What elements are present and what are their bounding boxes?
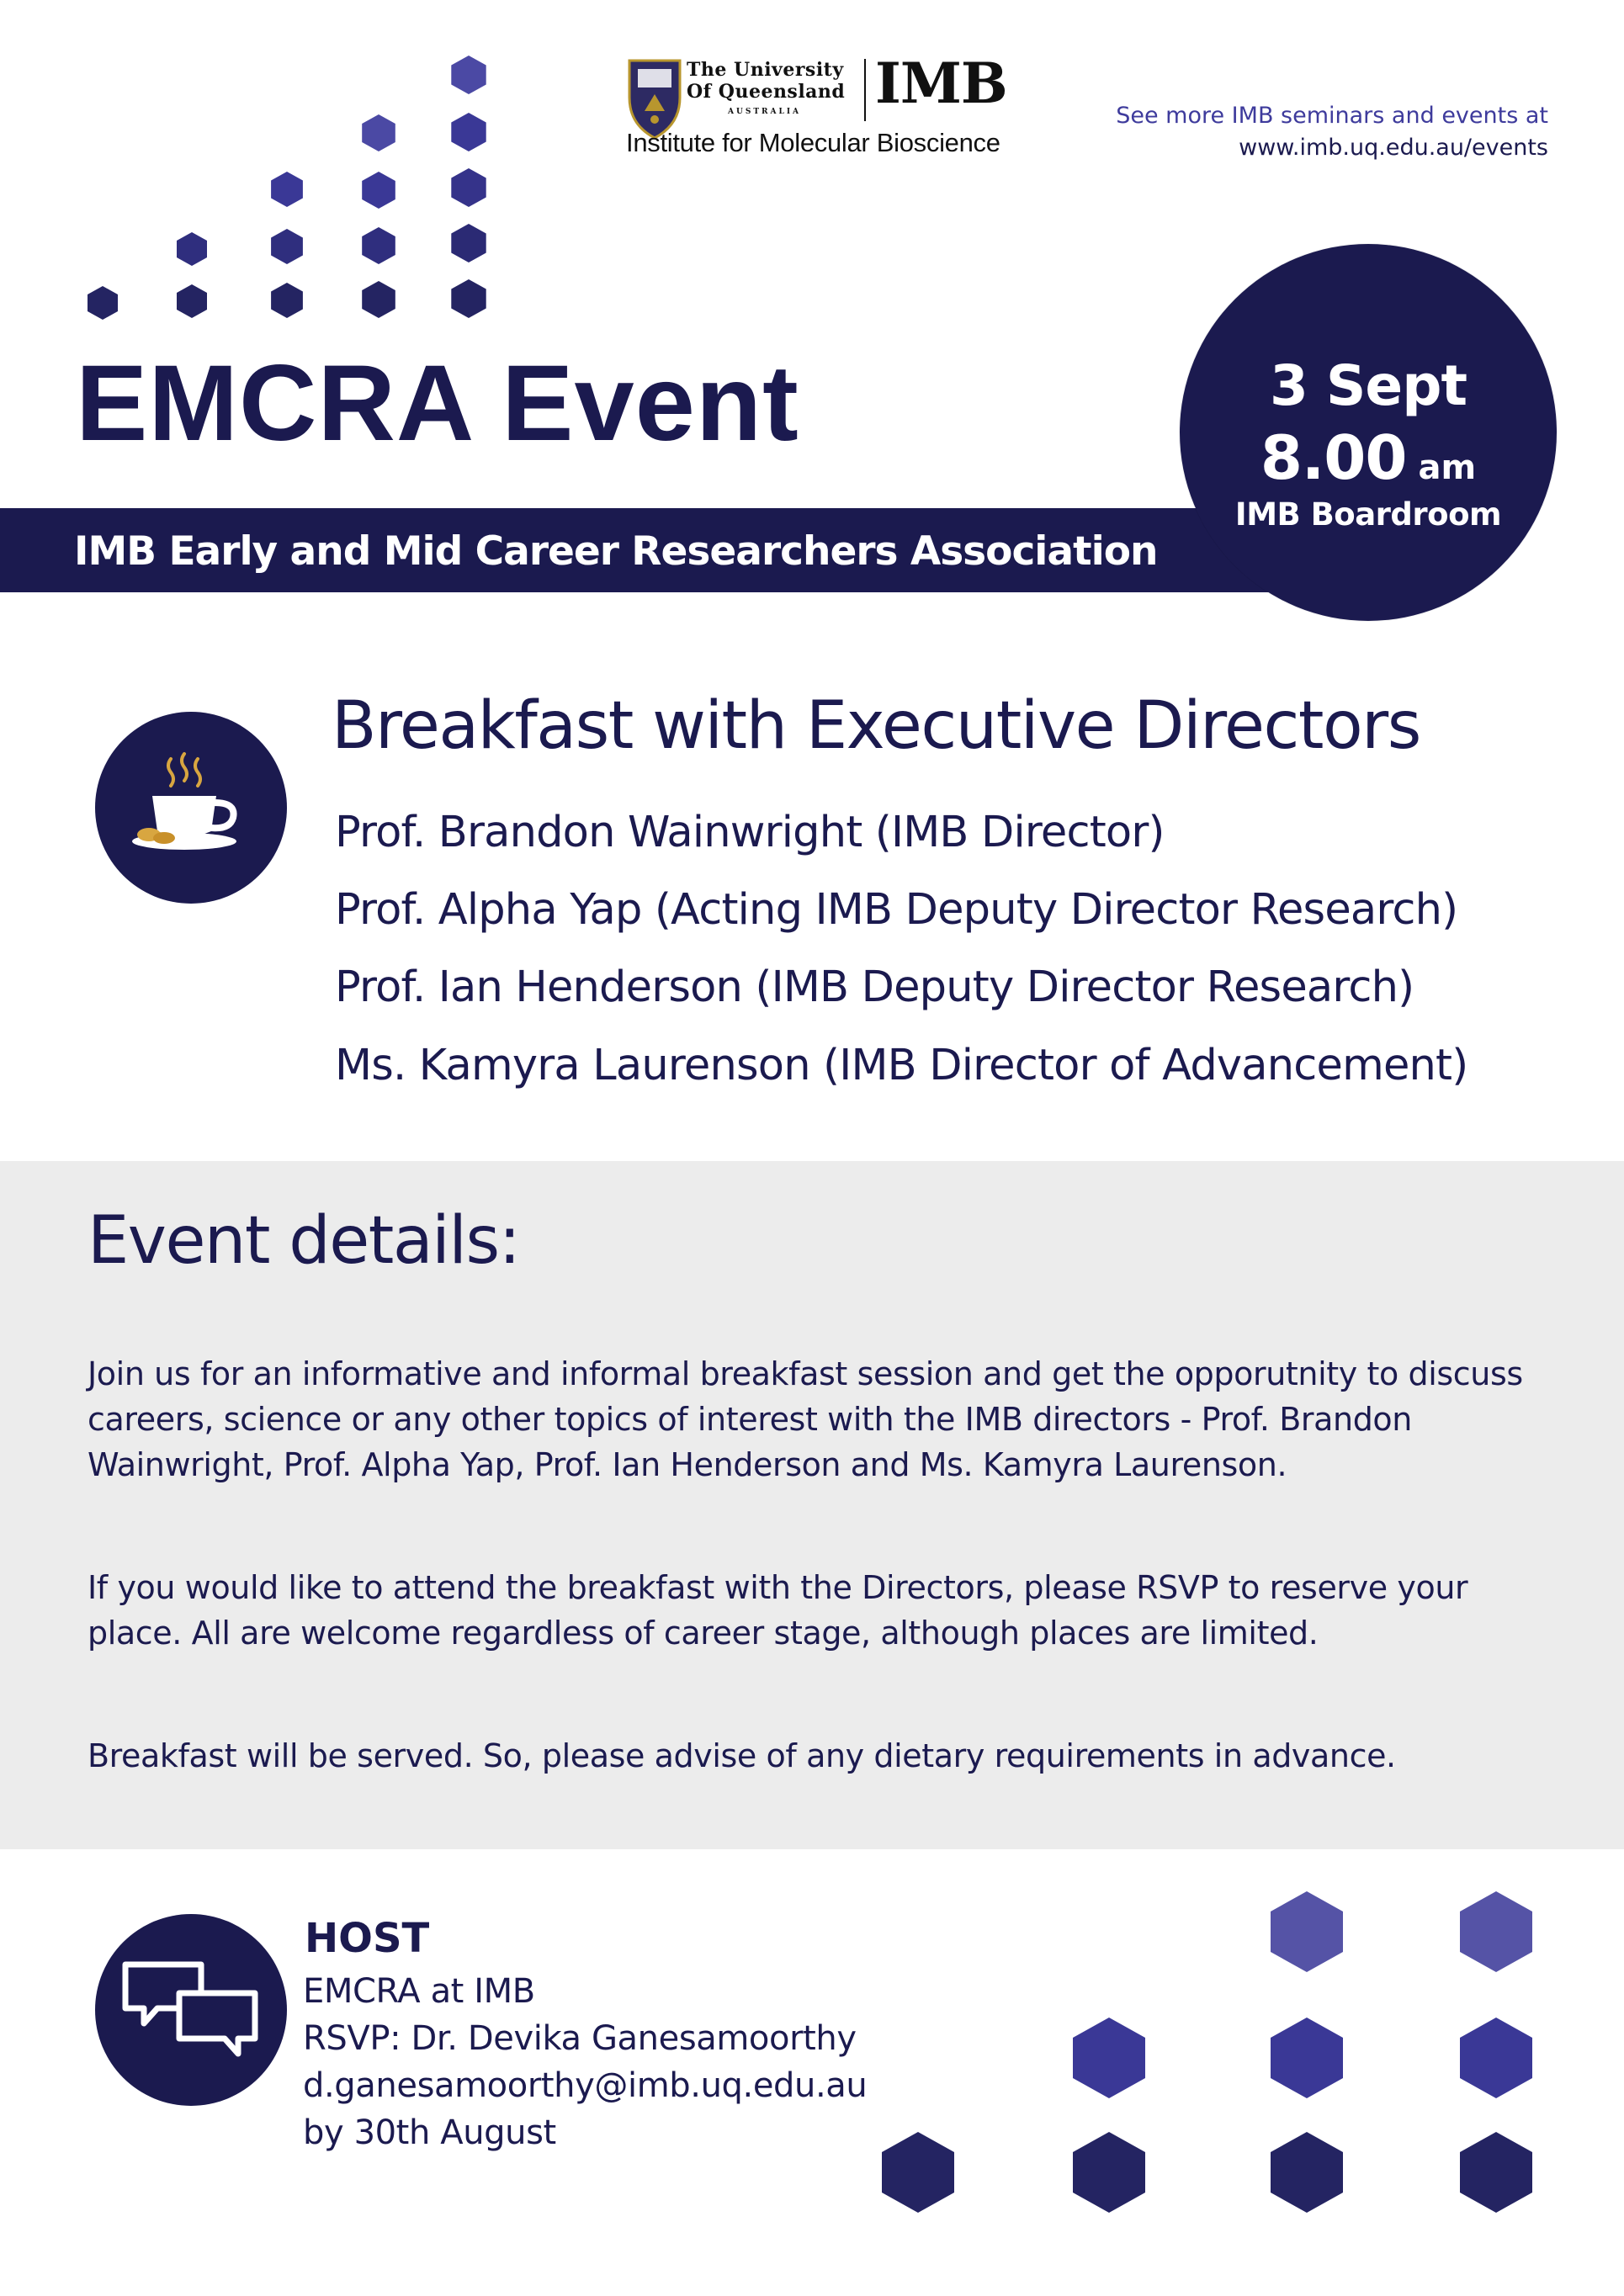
hex-dot [88,286,118,320]
hex-dot [362,227,395,264]
host-organiser: EMCRA at IMB [303,1972,535,2011]
event-venue: IMB Boardroom [1234,496,1502,533]
hexagon [1460,2132,1532,2213]
seminars-promo-text: See more IMB seminars and events at [1116,103,1548,129]
chat-badge [95,1914,287,2106]
event-date: 3 Sept [1270,353,1467,418]
seminars-url-link[interactable]: www.imb.uq.edu.au/events [1239,135,1548,161]
details-paragraph: Join us for an informative and informal breakfast session and get the opporutnity to discuss careers, science or any other topics of interest with the IMB directors - Prof. Brandon Wainwright, Prof. Alpha Yap, Prof. Ian Henderson and Ms. Kamyra Laurenson. [88,1355,1523,1483]
hex-dot [177,232,207,266]
hex-dot [362,172,395,209]
director-item: Ms. Kamyra Laurenson (IMB Director of Advancement) [335,1041,1468,1090]
hex-dot [451,279,486,318]
hex-dot [271,229,303,264]
hex-dot [177,284,207,318]
coffee-cup-icon [124,737,258,872]
hexagon [1460,1891,1532,1972]
host-email-link[interactable]: d.ganesamoorthy@imb.uq.edu.au [303,2066,868,2105]
event-time-ampm: am [1418,448,1477,487]
hexagon [1073,2132,1145,2213]
director-item: Prof. Ian Henderson (IMB Deputy Director Research) [335,962,1414,1012]
details-paragraph: If you would like to attend the breakfast with the Directors, please RSVP to reserve your place. All are welcome regardless of career stage, although places are limited. [88,1569,1468,1652]
director-item: Prof. Brandon Wainwright (IMB Director) [335,808,1165,857]
host-rsvp-contact: RSVP: Dr. Devika Ganesamoorthy [303,2019,857,2058]
logo-divider [864,59,866,121]
event-time [1180,422,1557,493]
hex-dot [271,283,303,318]
imb-wordmark: IMB [875,50,1007,116]
event-time-value: 8.00 [1260,422,1407,493]
hexagon [1460,2018,1532,2098]
hex-dot [451,113,486,151]
hex-dot [451,224,486,262]
hexagon [1271,1891,1343,1972]
host-rsvp-deadline: by 30th August [303,2113,556,2152]
hex-dot [451,168,486,207]
hex-dot [362,281,395,318]
uq-imb-logo [623,50,1027,167]
hex-dot [271,172,303,207]
university-name-line2: Of Queensland [687,81,846,103]
coffee-cup-badge [95,712,287,904]
university-name-line1: The University [687,59,844,81]
hexagon [882,2132,954,2213]
director-item: Prof. Alpha Yap (Acting IMB Deputy Director Research) [335,885,1458,935]
association-name: IMB Early and Mid Career Researchers Association [74,528,1158,575]
hex-dot [451,56,486,94]
hexagon [1271,2018,1343,2098]
university-country: AUSTRALIA [728,108,802,116]
association-banner [0,508,1287,592]
hex-dot [362,114,395,151]
event-details-panel [0,1161,1624,1849]
date-badge [1180,244,1557,621]
breakfast-title: Breakfast with Executive Directors [332,688,1420,764]
details-paragraph: Breakfast will be served. So, please advise of any dietary requirements in advance. [88,1737,1396,1774]
event-title: EMCRA Event [76,343,799,464]
institute-name: Institute for Molecular Bioscience [626,128,1000,157]
hexagon [1073,2018,1145,2098]
chat-bubbles-icon [120,1956,262,2065]
event-details-title: Event details: [88,1203,520,1279]
host-heading: HOST [305,1915,430,1962]
hexagon [1271,2132,1343,2213]
